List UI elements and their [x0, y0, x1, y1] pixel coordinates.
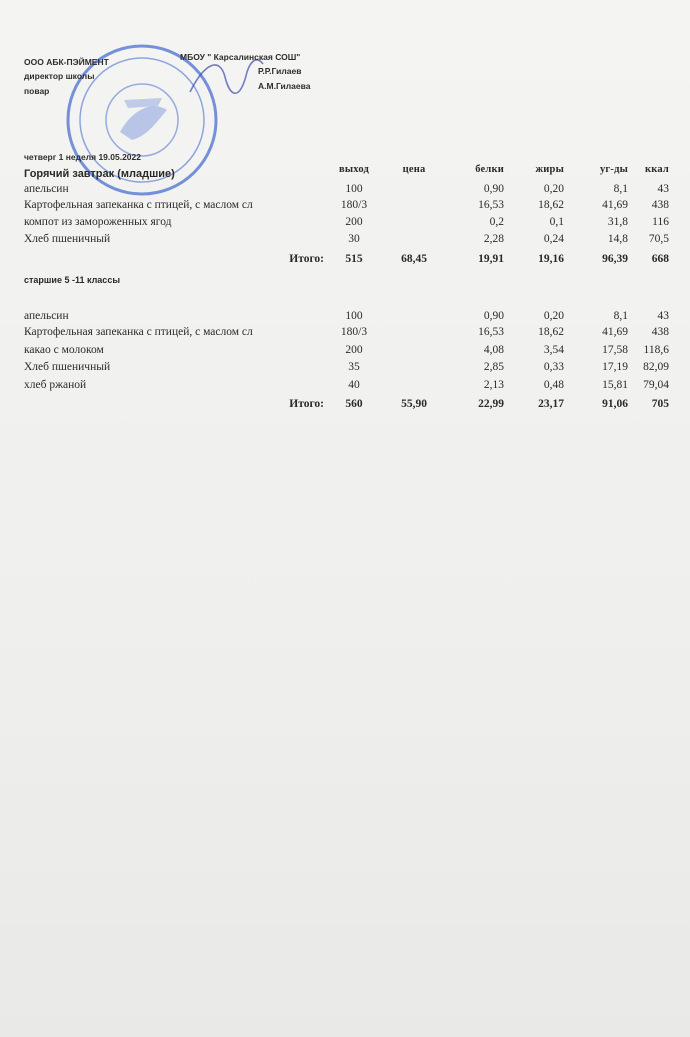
item-name: хлеб ржаной	[24, 379, 87, 391]
table-row	[24, 183, 669, 196]
item-fat: 0,24	[543, 233, 564, 245]
item-output: 100	[345, 183, 363, 195]
director-name: Р.Р.Гилаев	[258, 66, 302, 76]
item-fat: 18,62	[538, 326, 564, 338]
item-output: 30	[348, 233, 360, 245]
date-line: четверг 1 неделя 19.05.2022	[24, 152, 141, 162]
item-carbs: 14,8	[607, 233, 628, 245]
col-output: выход	[339, 164, 369, 175]
table-row	[24, 361, 669, 374]
item-output: 40	[348, 379, 360, 391]
total-row	[24, 253, 669, 266]
item-fat: 0,33	[543, 361, 564, 373]
item-output: 180/3	[340, 199, 368, 211]
item-kcal: 70,5	[648, 233, 669, 245]
total-label: Итого:	[289, 398, 324, 410]
total-fat: 23,17	[538, 398, 564, 410]
total-fat: 19,16	[538, 253, 564, 265]
item-name: какао с молоком	[24, 344, 104, 356]
total-price: 68,45	[401, 253, 427, 265]
item-protein: 16,53	[478, 199, 504, 211]
total-protein: 19,91	[478, 253, 504, 265]
table-row	[24, 344, 669, 357]
item-name: Картофельная запеканка с птицей, с маслом сл	[24, 326, 253, 338]
item-fat: 0,20	[543, 310, 564, 322]
item-kcal: 43	[657, 183, 669, 195]
item-kcal: 116	[652, 216, 669, 228]
col-protein: белки	[475, 164, 504, 175]
item-protein: 4,08	[483, 344, 504, 356]
total-kcal: 668	[651, 253, 669, 265]
item-output: 200	[345, 344, 363, 356]
table-row	[24, 199, 669, 212]
item-carbs: 17,19	[602, 361, 628, 373]
school-name: МБОУ " Карсалинская СОШ"	[180, 52, 301, 62]
col-fat: жиры	[535, 164, 564, 175]
item-carbs: 8,1	[613, 310, 628, 322]
total-price: 55,90	[401, 398, 427, 410]
item-name: компот из замороженных ягод	[24, 216, 172, 228]
total-carbs: 91,06	[602, 398, 628, 410]
meal-title: Горячий завтрак (младшие)	[24, 168, 175, 180]
item-output: 35	[348, 361, 360, 373]
table-row	[24, 233, 669, 246]
total-label: Итого:	[289, 253, 324, 265]
col-kcal: ккал	[645, 164, 669, 175]
item-name: апельсин	[24, 310, 69, 322]
cook-label: повар	[24, 86, 50, 96]
item-output: 180/3	[340, 326, 368, 338]
table-row	[24, 379, 669, 392]
item-protein: 2,85	[483, 361, 504, 373]
item-carbs: 17,58	[602, 344, 628, 356]
section-title-senior: старшие 5 -11 классы	[24, 275, 121, 285]
item-protein: 2,13	[483, 379, 504, 391]
total-carbs: 96,39	[602, 253, 628, 265]
table-row	[24, 216, 669, 229]
org-name: ООО АБК-ПЭЙМЕНТ	[24, 57, 109, 67]
item-name: Картофельная запеканка с птицей, с маслом сл	[24, 199, 253, 211]
item-protein: 16,53	[478, 326, 504, 338]
item-name: Хлеб пшеничный	[24, 233, 111, 245]
total-protein: 22,99	[478, 398, 504, 410]
item-carbs: 41,69	[602, 326, 628, 338]
item-protein: 0,2	[489, 216, 504, 228]
item-name: Хлеб пшеничный	[24, 361, 111, 373]
item-fat: 0,20	[543, 183, 564, 195]
item-kcal: 79,04	[643, 379, 669, 391]
table-row	[24, 310, 669, 323]
item-protein: 2,28	[483, 233, 504, 245]
item-carbs: 31,8	[607, 216, 628, 228]
director-label: директор школы	[24, 71, 95, 81]
col-price: цена	[402, 164, 426, 175]
item-kcal: 438	[651, 326, 669, 338]
item-kcal: 43	[657, 310, 669, 322]
cook-name: А.М.Гилаева	[258, 81, 311, 91]
item-protein: 0,90	[483, 310, 504, 322]
total-output: 515	[345, 253, 363, 265]
item-fat: 18,62	[538, 199, 564, 211]
total-kcal: 705	[651, 398, 669, 410]
total-output: 560	[345, 398, 363, 410]
item-output: 100	[345, 310, 363, 322]
item-name: апельсин	[24, 183, 69, 195]
total-row	[24, 398, 669, 411]
item-kcal: 438	[651, 199, 669, 211]
column-header-row	[24, 164, 669, 177]
item-carbs: 15,81	[602, 379, 628, 391]
item-output: 200	[345, 216, 363, 228]
item-kcal: 118,6	[643, 344, 669, 356]
item-fat: 0,48	[543, 379, 564, 391]
item-fat: 3,54	[543, 344, 564, 356]
table-row	[24, 326, 669, 339]
col-carbs: уг-ды	[599, 164, 628, 175]
item-protein: 0,90	[483, 183, 504, 195]
item-carbs: 8,1	[613, 183, 628, 195]
item-kcal: 82,09	[643, 361, 669, 373]
item-fat: 0,1	[549, 216, 564, 228]
item-carbs: 41,69	[602, 199, 628, 211]
